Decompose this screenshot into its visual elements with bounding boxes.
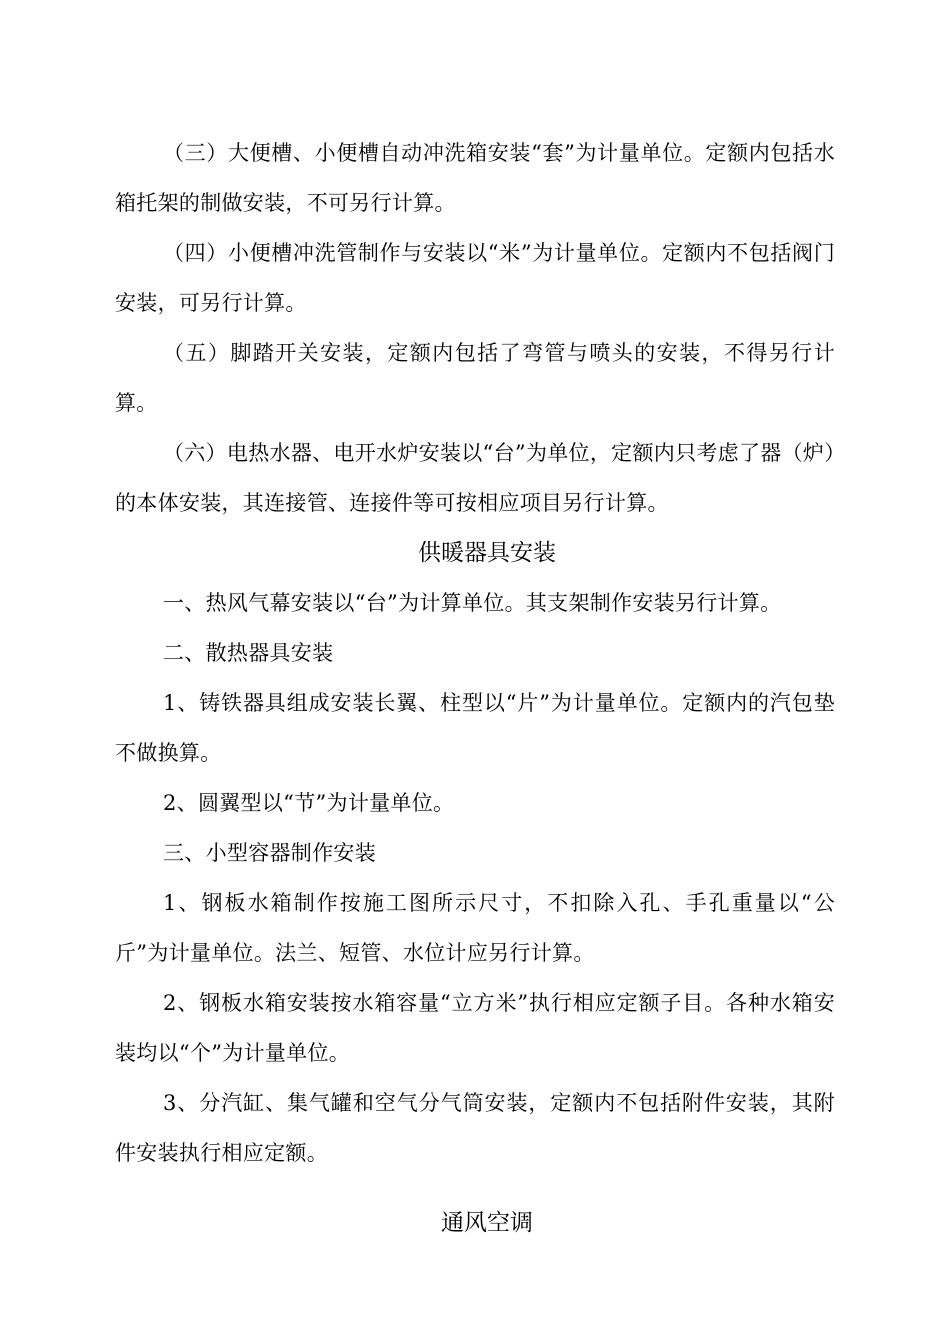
paragraph-radiator-title: 二、散热器具安装 [163, 641, 334, 665]
paragraph-container-2: 2、钢板水箱安装按水箱容量“立方米”执行相应定额子目。各种水箱安装均以“个”为计量单位。 [115, 991, 835, 1065]
section-heading-ventilation: 通风空调 [441, 1210, 533, 1236]
paragraph-air-curtain: 一、热风气幕安装以“台”为计算单位。其支架制作安装另行计算。 [163, 591, 782, 615]
paragraph-container-1: 1、钢板水箱制作按施工图所示尺寸，不扣除入孔、手孔重量以“公斤”为计量单位。法兰、短管、水位计应另行计算。 [115, 891, 835, 965]
paragraph-container-3: 3、分汽缸、集气罐和空气分气筒安装，定额内不包括附件安装，其附件安装执行相应定额。 [115, 1091, 835, 1165]
document-body [115, 128, 835, 1248]
paragraph-item-4: （四）小便槽冲洗管制作与安装以“米”为计量单位。定额内不包括阀门安装，可另行计算。 [115, 241, 835, 315]
paragraph-radiator-1: 1、铸铁器具组成安装长翼、柱型以“片”为计量单位。定额内的汽包垫不做换算。 [115, 691, 835, 765]
paragraph-radiator-2: 2、圆翼型以“节”为计量单位。 [163, 791, 455, 815]
paragraph-item-5: （五）脚踏开关安装，定额内包括了弯管与喷头的安装，不得另行计算。 [115, 341, 835, 415]
paragraph-container-title: 三、小型容器制作安装 [163, 841, 376, 865]
section-heading-heating: 供暖器具安装 [418, 540, 556, 566]
paragraph-item-6: （六）电热水器、电开水炉安装以“台”为单位，定额内只考虑了器（炉）的本体安装，其连接管、连接件等可按相应项目另行计算。 [115, 441, 835, 515]
paragraph-item-3: （三）大便槽、小便槽自动冲洗箱安装“套”为计量单位。定额内包括水箱托架的制做安装，不可另行计算。 [115, 141, 835, 215]
